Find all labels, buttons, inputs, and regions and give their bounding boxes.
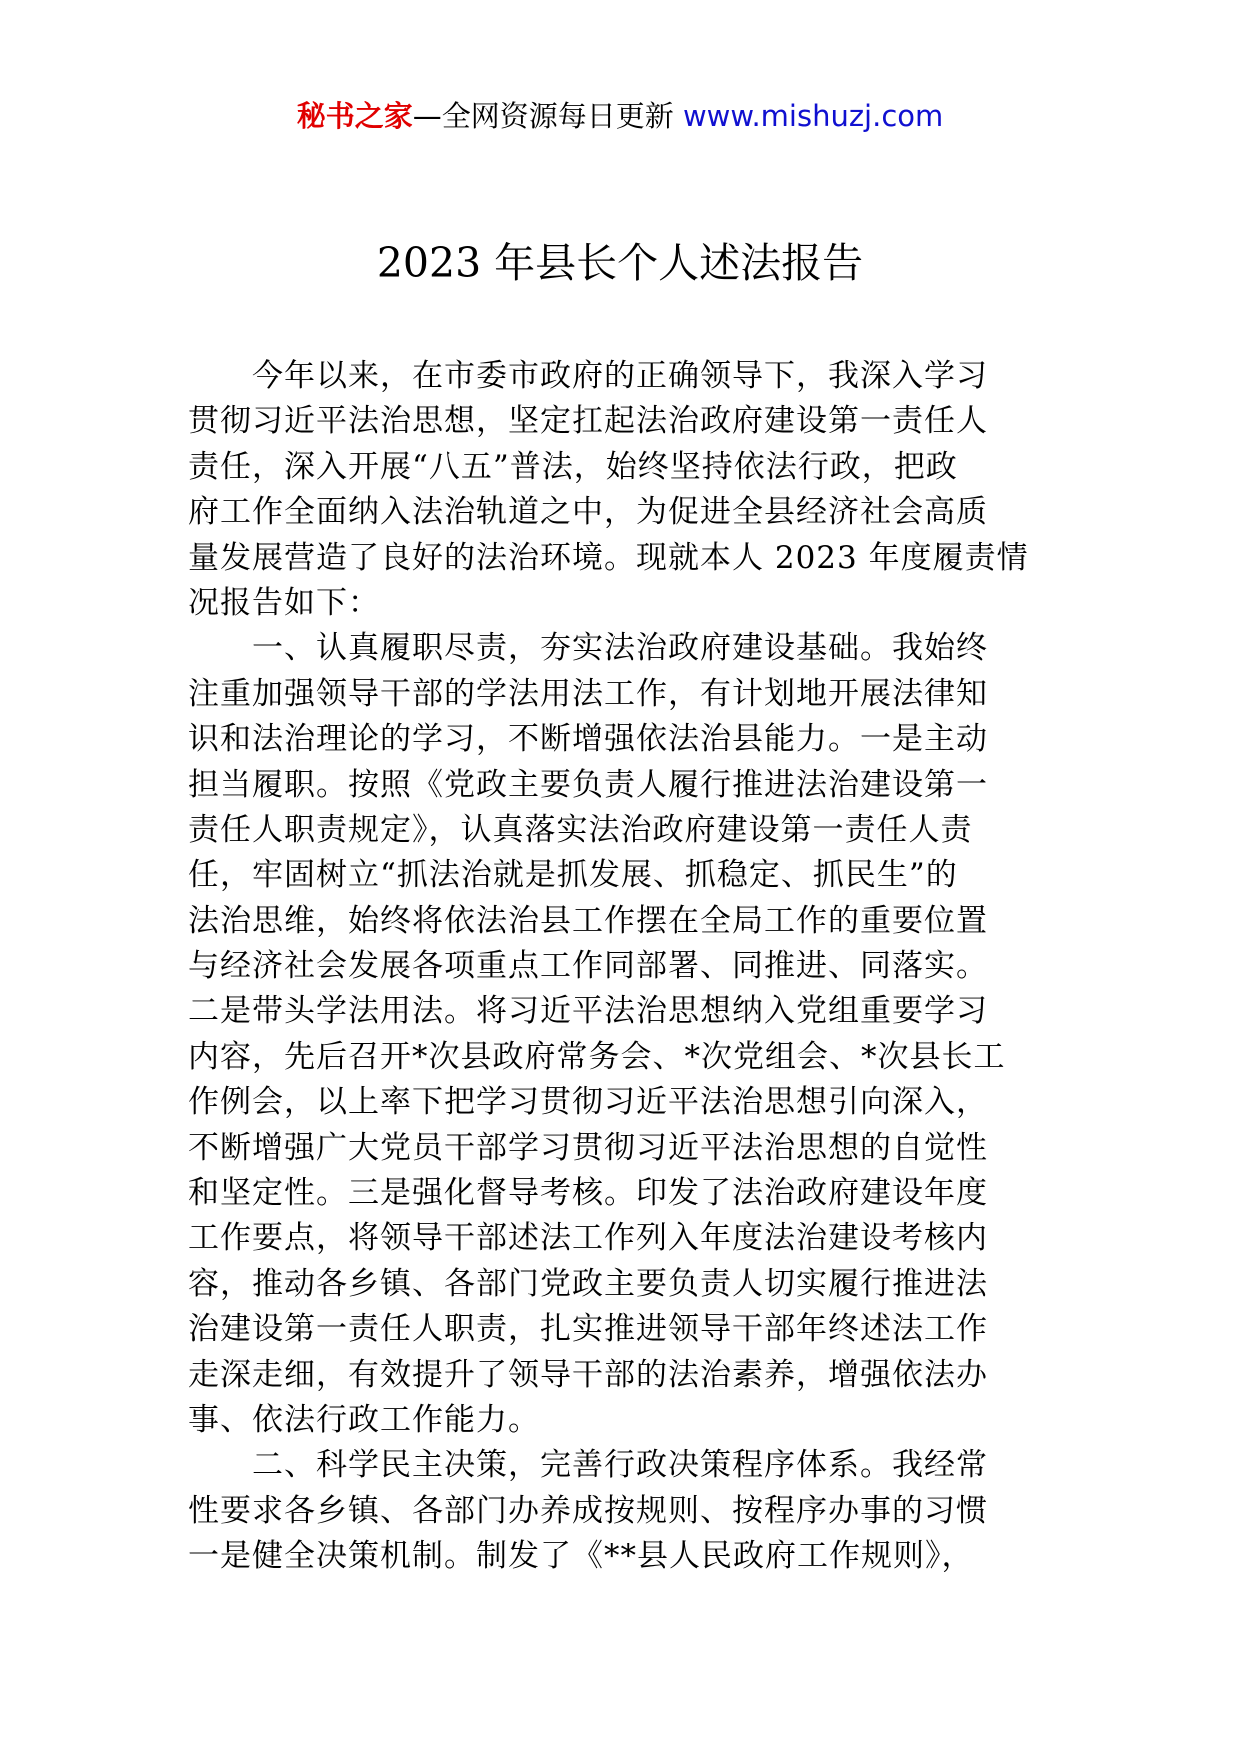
body-text-line: 注重加强领导干部的学法用法工作，有计划地开展法律知 — [188, 675, 988, 712]
body-text-line: 担当履职。按照《党政主要负责人履行推进法治建设第一 — [188, 766, 988, 803]
body-text-line: 二是带头学法用法。将习近平法治思想纳入党组重要学习 — [188, 993, 988, 1030]
body-text-line: 府工作全面纳入法治轨道之中，为促进全县经济社会高质 — [188, 494, 988, 531]
body-text-line: 二、科学民主决策，完善行政决策程序体系。我经常 — [188, 1447, 988, 1484]
body-text-line: 性要求各乡镇、各部门办养成按规则、按程序办事的习惯 — [188, 1492, 988, 1529]
body-text-line: 一、认真履职尽责，夯实法治政府建设基础。我始终 — [188, 630, 988, 667]
site-header — [0, 96, 1240, 136]
body-text-line: 一是健全决策机制。制发了《**县人民政府工作规则》， — [188, 1538, 974, 1575]
document-title: 2023 年县长个人述法报告 — [376, 239, 864, 287]
body-text-line: 任，牢固树立“抓法治就是抓发展、抓稳定、抓民生”的 — [188, 857, 958, 894]
body-text-line: 内容，先后召开*次县政府常务会、*次党组会、*次县长工 — [188, 1038, 1006, 1075]
body-text-line: 量发展营造了良好的法治环境。现就本人 2023 年度履责情 — [188, 539, 1029, 576]
body-text-line: 识和法治理论的学习，不断增强依法治县能力。一是主动 — [188, 721, 988, 758]
body-text-line: 责任人职责规定》，认真落实法治政府建设第一责任人责 — [188, 811, 973, 848]
body-text-line: 事、依法行政工作能力。 — [188, 1401, 540, 1438]
brand-name: 秘书之家 — [296, 99, 413, 133]
body-text-line: 法治思维，始终将依法治县工作摆在全局工作的重要位置 — [188, 902, 988, 939]
body-text-line: 治建设第一责任人职责，扎实推进领导干部年终述法工作 — [188, 1311, 988, 1348]
body-text-line: 况报告如下： — [188, 584, 380, 621]
header-tagline: —全网资源每日更新 — [412, 99, 674, 133]
body-text-line: 走深走细，有效提升了领导干部的法治素养，增强依法办 — [188, 1356, 988, 1393]
body-text-line: 今年以来，在市委市政府的正确领导下，我深入学习 — [188, 358, 988, 394]
document-body — [188, 354, 1068, 1580]
body-text-line: 责任，深入开展“八五”普法，始终坚持依法行政，把政 — [188, 448, 958, 485]
body-text-line: 和坚定性。三是强化督导考核。印发了法治政府建设年度 — [188, 1175, 988, 1212]
body-text-line: 贯彻习近平法治思想，坚定扛起法治政府建设第一责任人 — [188, 403, 988, 440]
site-url-link[interactable]: www.mishuzj.com — [682, 99, 944, 133]
body-text-line: 作例会，以上率下把学习贯彻习近平法治思想引向深入， — [188, 1084, 988, 1121]
body-text-line: 容，推动各乡镇、各部门党政主要负责人切实履行推进法 — [188, 1265, 988, 1302]
body-text-line: 不断增强广大党员干部学习贯彻习近平法治思想的自觉性 — [188, 1129, 988, 1166]
body-text-line: 与经济社会发展各项重点工作同部署、同推进、同落实。 — [188, 948, 988, 985]
body-text-line: 工作要点，将领导干部述法工作列入年度法治建设考核内 — [188, 1220, 988, 1257]
